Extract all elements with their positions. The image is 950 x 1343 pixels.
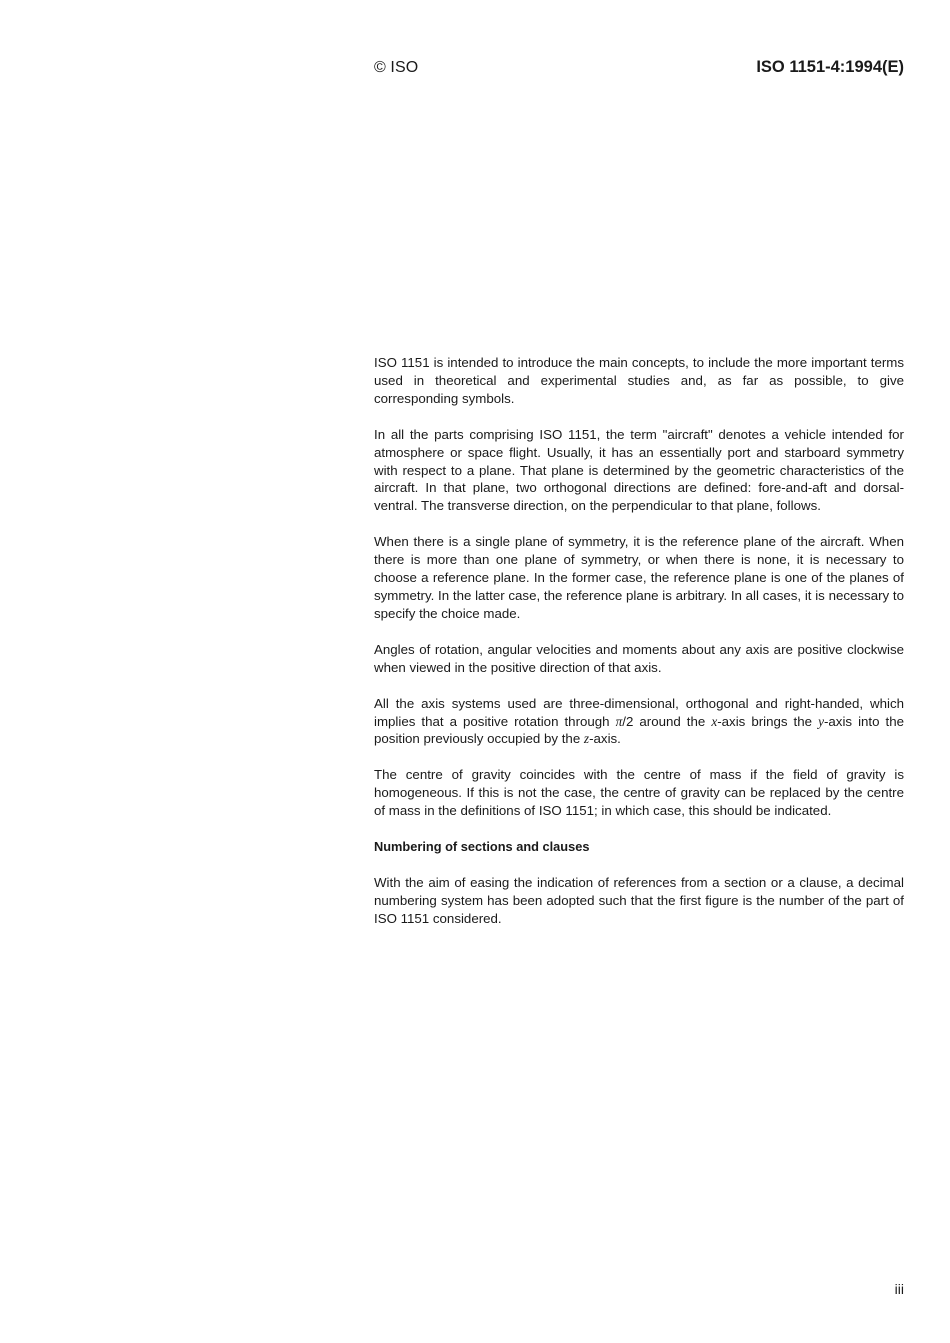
page-number: iii <box>894 1281 904 1297</box>
section-heading-numbering: Numbering of sections and clauses <box>374 839 590 855</box>
standard-identifier: ISO 1151-4:1994(E) <box>756 58 904 76</box>
paragraph-aircraft-definition: In all the parts comprising ISO 1151, the term "aircraft" denotes a vehicle intended for atmosphere or space flight. Usually, it has an essentially port and starboard symmetry with respect to a plane. That plane is determined by the geometric characteristics of the aircraft. In that plane, two orthogonal directions are defined: fore-and-aft and dorsal-ventral. The transverse direction, on the perpendicular to that plane, follows. <box>374 426 904 514</box>
paragraph-centre-of-gravity: The centre of gravity coincides with the centre of mass if the field of gravity is homogeneous. If this is not the case, the centre of gravity can be replaced by the centre of mass in the definitions of ISO 1151; in which case, this should be indicated. <box>374 767 904 819</box>
paragraph-reference-plane: When there is a single plane of symmetry, it is the reference plane of the aircraft. When there is more than one plane of symmetry, or when there is none, it is necessary to choose a reference plane. In the former case, the reference plane is one of the planes of symmetry. In the latter case, the reference plane is arbitrary. In all cases, it is necessary to specify the choice made. <box>374 534 904 621</box>
paragraph-rotation-sign: Angles of rotation, angular velocities and moments about any axis are positive clockwise when viewed in the positive direction of that axis. <box>374 641 904 675</box>
x-symbol: x <box>711 713 718 729</box>
y-symbol: y <box>818 713 824 729</box>
z-symbol: z <box>583 731 590 747</box>
axis-text-4: -axis into the position previously occupied by the <box>374 713 905 747</box>
paragraph-scope: ISO 1151 is intended to introduce the main concepts, to include the more important terms used in theoretical and experimental studies and, as far as possible, to give corresponding symbols. <box>374 355 904 406</box>
paragraph-axis-systems <box>374 695 904 749</box>
axis-text-5: -axis. <box>589 731 621 747</box>
axis-text-1: All the axis systems used are three-dimensional, orthogonal and right-handed, which implies that a positive rotation through <box>374 695 904 729</box>
pi-symbol: π <box>615 713 623 729</box>
introduction-body <box>374 354 904 946</box>
paragraph-numbering: With the aim of easing the indication of references from a section or a clause, a decimal numbering system has been adopted such that the first figure is the number of the part of ISO 1151 considered. <box>374 874 904 926</box>
axis-text-3: -axis brings the <box>717 713 819 729</box>
axis-text-2: /2 around the <box>622 713 712 729</box>
copyright-notice: © ISO <box>374 59 419 76</box>
